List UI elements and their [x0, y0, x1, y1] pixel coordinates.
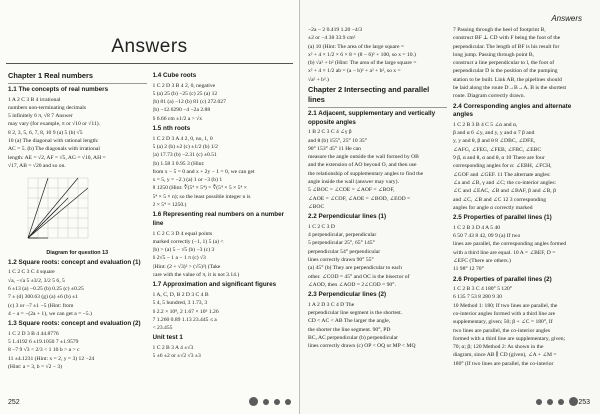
answer-line: 8 1250 (Hint: ∜(5⁴ × 5⁴) = ∜(5⁴ × 5 × 5⁴ × [152, 185, 247, 192]
answer-line: be laid along the route D→B→A. B is the shortest [453, 85, 567, 92]
dot-icon [249, 397, 258, 406]
answer-line: from x − 5 = 0 and x + 2y − 1 = 0, we can get [152, 168, 255, 175]
answer-line: 11 98° 12 70° [453, 266, 484, 273]
answer-line: 5 (a) 25 (b) −25 (c) 25 (a) 12 [152, 90, 218, 97]
answer-line: lines are parallel, the corresponding angles formed [453, 241, 567, 248]
left-column-2 [153, 70, 292, 390]
answer-line: y, y and θ, β and θ 8 ∠DBC, ∠DFE, [453, 138, 536, 145]
answer-line: the relationship of supplementary angles to find the [308, 170, 424, 177]
left-columns [8, 70, 291, 390]
section-heading: 2.5 Properties of parallel lines (1) [453, 214, 552, 222]
chapter-heading [8, 71, 147, 81]
answer-line: 7 ± (d) 300.63 (g) (a) ±6 (b) ±1 [8, 294, 78, 301]
answer-line: x² + 4 × 1/2 × 6 × 8 = (8 − 6)² + 100, so x = 10.) [308, 51, 416, 58]
answer-line: 8 2, 3, 5, 6, 7, 8, 10 9 (a) 5 (b) √5 [8, 129, 83, 136]
answer-line: ∠AFG, ∠FEG, ∠FEB, ∠FBC, ∠EBC [453, 146, 542, 153]
section-heading: 2.3 Perpendicular lines (2) [308, 291, 387, 299]
answer-line: (b) > (a) 5 − √5 (b) −3 (c) 3 [152, 247, 215, 254]
answer-line: 8 −7 9 √3 < 2/3 < 1 10 b > a > c [8, 347, 80, 354]
dot-icon [536, 399, 542, 405]
answer-line: measure the angle outside the wall formed by OB [308, 154, 419, 161]
answer-line: 6 2.2 × 10⁸, 2 1.67 × 10⁵ 1.26 [152, 308, 219, 315]
section-heading: 2.4 Corresponding angles and alternate angles [453, 102, 572, 119]
decorative-dots [536, 397, 578, 406]
answer-line: 1 C 2 C 3 D 4 equal points [152, 230, 213, 237]
answer-line: 4 − a = −(2a + 1), we can get a = −5.) [8, 310, 92, 317]
answer-line: 7 1.260 0.89 1.13 23.445 ≤ a [152, 316, 217, 323]
answer-line: 6 ±13 (a) −0.25 (b) 0.25 (c) ±0.25 [8, 286, 84, 293]
answer-line: (b) 81 (a) −12 (b) 81 (c) 272.027 [152, 99, 226, 106]
answer-line: 5 (a) 2 (b) ±2 (c) ±1/2 (b) 1/2 [152, 143, 218, 150]
answer-line: ∠EFC (There are others.) [453, 257, 511, 264]
answer-line: 5 ±6 ±2 or ±√2 √3 ±3 [152, 353, 201, 360]
chapter-title: Chapter 2 Intersecting and parallel lines [308, 85, 430, 105]
answer-line: length: AE = √2, AF = √5, AG = √10, AH = [8, 154, 106, 161]
right-column-2 [453, 26, 592, 390]
answer-line: 10 (a) The diagonal with rational length: [8, 138, 99, 145]
section-rule [308, 107, 447, 108]
answer-line: 1 C 2 B 3 A 4 ±√3 [152, 344, 194, 351]
answer-line: construct BF ⊥ CD with F being the foot of the [453, 35, 561, 42]
section-heading: 2.1 Adjacent, supplementary and vertically opposite angles [308, 110, 436, 126]
answer-line: perpendicular line segment is the shortest. [308, 310, 403, 317]
answer-line: 4 perpendicular, perpendicular [308, 232, 377, 239]
answer-line: with a third line are equal. 10 A = ∠BEF, D = [453, 249, 556, 256]
answer-line: 6 2√5 − 1 a − 1 π (c) √3 [152, 255, 206, 262]
answer-line: 10 Method 1: 180; If two lines are parallel, the [453, 302, 558, 309]
section-heading: 1.3 Square roots: concept and evaluation (2) [8, 320, 141, 328]
page-title: Answers [111, 36, 188, 57]
dot-icon [558, 399, 564, 405]
answer-line: ±2 or −4 38 33.9 cm² [308, 35, 356, 42]
answer-line: 1 C 2 D 3 B 4 44.8776 [8, 330, 59, 337]
question-13-diagram [22, 172, 100, 244]
section-heading: 1.1 The concepts of real numbers [8, 86, 109, 93]
answer-line: β and α 6 ∠y, and y, y and α 7 β and [453, 130, 535, 137]
answer-line: perpendicular D is the position of the pumping [453, 68, 558, 75]
right-page [300, 0, 600, 414]
answer-line: the shorter the line segment. 90°, PD [308, 326, 391, 333]
answer-line: 1 C 2 B 3 D 4 A 5 40 [453, 224, 501, 231]
answer-line: lines correctly drawn 90° 55° [308, 257, 374, 264]
section-heading: 1.6 Representing real numbers on a number line [152, 211, 285, 227]
diagonal-line [28, 208, 58, 238]
answer-line: two lines are parallel, the co-interior angles [453, 327, 551, 334]
answer-line: 5⁴ × 5 × n); so the least possible integer n is [152, 193, 251, 200]
figure-caption: Diagram for question 13 [46, 249, 109, 256]
answer-line: marked correctly (−1, 1) 5 (a) < [152, 238, 224, 245]
answer-line: 1 A 2 D 3 C 4 D The [308, 301, 355, 308]
section-rule [8, 83, 147, 84]
answer-line: ∠a and ∠B, γ and ∠C; the co-interior angles: [453, 179, 557, 186]
answer-line: 9 β, α and θ, α and θ, α 10 There are four [453, 155, 545, 162]
dot-icon [263, 399, 269, 405]
answer-line: 5 perpendicular 25°, 65° 145° [308, 240, 375, 247]
answer-line: √a, −√a 5 ±3/2, 3/2 5 6, 5 [8, 277, 65, 284]
answer-line: 5 4, 5 hundred, 3 1.73, 3 [152, 300, 208, 307]
answer-line: other. ∠COD = 45° and OC is the bisector of [308, 273, 410, 280]
left-column-1 [8, 70, 147, 390]
answer-line: diagram, since AB ∥ CD (given), ∠A + ∠M = [453, 352, 557, 359]
answer-line: construct a line perpendicular to l, the foot of [453, 60, 555, 67]
answer-line: 6 135 7 53 8 280 9 30 [453, 294, 502, 301]
title-rule [6, 63, 293, 64]
answer-line: numbers non-terminating decimals [8, 104, 86, 111]
answer-line: 1 C 2 C 3 C 4 square [8, 269, 55, 276]
answer-line: 5 ∠BOC = ∠COE = ∠AOF = ∠BOF, [308, 187, 395, 194]
answer-line: supplementary, given; 50; β + ∠C = 180°, If [453, 319, 553, 326]
answer-line: may vary (for example, π or √10 or √11). [8, 121, 101, 128]
answer-line: lines correctly drawn (c) OP < OQ or MP < MQ [308, 343, 416, 350]
answer-line: station to be built. Link AB, the pipelines should [453, 76, 562, 83]
answer-line: perpendicular 54° perpendicular [308, 248, 381, 255]
answer-line: 70; α; β; 120 Method 2: As shown in the [453, 344, 544, 351]
answer-line: and θ (b) 155°, 25° 10 35° [308, 137, 367, 144]
answer-line: 1 C 2 D 3 B 4 2, 0, negative [152, 82, 216, 89]
section-heading: 1.5 nth roots [152, 125, 191, 133]
decorative-dots [249, 397, 291, 406]
answer-line: 6 50 7 43 8 42, 09 9 (a) If two [453, 233, 521, 240]
answer-line: ∠GOF and ∠GEF. 11 The alternate angles: [453, 171, 551, 178]
answer-line: 5 1.4192 6 ±19.1050 7 ±1.9579 [8, 339, 79, 346]
answer-line: 1 C 2 C 3 D [308, 223, 335, 230]
right-column-1 [308, 26, 447, 390]
section-heading: 2.6 Properties of parallel lines (2) [453, 275, 552, 283]
answer-line: and ∠C, ∠B and ∠C 12 3 corresponding [453, 196, 546, 203]
answer-line: (b) √a² + b² (Hint: The area of the large square = [308, 60, 417, 67]
running-head: Answers [551, 14, 582, 23]
answer-line: (a) 45° (b) They are perpendicular to each [308, 265, 402, 272]
section-heading: 1.4 Cube roots [152, 72, 197, 79]
dot-icon [547, 399, 553, 405]
dot-icon [569, 397, 578, 406]
answer-line: co-interior angles formed with a third line are [453, 310, 556, 317]
answer-line: and the extension of AO beyond O, and then use [308, 162, 417, 169]
answer-line: 1 C 2 D 3 A 4 2, 0, no, 1, 0 [152, 135, 213, 142]
answer-line: ∠AOE = ∠COF, ∠AOE = ∠BOD, ∠EOD = [308, 195, 411, 202]
answer-line: < 23.455 [152, 325, 173, 332]
answer-line: formed with a third line are supplementary, given; [453, 335, 566, 342]
chapter-title: Chapter 1 Real numbers [8, 71, 94, 80]
answer-line: −2a − 2 0.419 1.20 −4/3 [308, 27, 363, 33]
section-heading: 1.2 Square roots: concept and evaluation (1) [8, 258, 141, 266]
section-heading: Unit test 1 [152, 334, 183, 342]
answer-line: route. Diagram correctly drawn. [453, 93, 525, 100]
answer-line: corresponding angles for α: ∠EBH, ∠FCH, [453, 163, 552, 170]
answer-line: √17, AB = √20 and so on. [8, 162, 66, 169]
answer-line: angle inside the wall (answer may vary). [308, 179, 399, 186]
answer-line: 1 A, C, D, B 2 D 3 C 4 B [152, 291, 209, 298]
answer-line: (Hint: (2 + √3)² > (√5)²) (Take [152, 263, 221, 270]
answer-line: care with the value of π, it is not 3.14.) [152, 272, 240, 279]
answer-line: ∠C and ∠EAC, ∠B and ∠BAF, β and ∠B, β [453, 188, 556, 195]
answer-line: (b) 1.58 3 0.95 3 (Hint: [152, 160, 205, 167]
answer-line: (b) −12.6290 −4 −2a 2.88 [152, 107, 211, 114]
answer-line: ∠AOD, then ∠AOD = 2∠COD = 90°. [308, 281, 396, 288]
answer-line: 90° 153° 45° 11 He can [308, 145, 361, 152]
answer-line: 1 A 2 C 3 B 4 irrational [8, 96, 61, 103]
right-columns [308, 26, 592, 390]
answer-line: 5 infinitely 6 π, √8 7 Answer [8, 113, 73, 120]
answer-line: 7 Passing through the heel of footprint B, [453, 27, 546, 33]
answer-line: 180° (If two lines are parallel, the co-interior [453, 360, 554, 367]
answer-line: (c) 3 or −7 ±1 −5 (Hint: from [8, 302, 74, 309]
chapter-heading [308, 85, 447, 105]
answer-line: 6 6.66 cm ±1/2 a > √x [152, 115, 203, 122]
answer-line: 11 ±4.1231 (Hint: x = 2, y = 3) 12 −24 [8, 355, 95, 362]
page-number: 252 [8, 399, 20, 406]
section-heading: 1.7 Approximation and significant figures [152, 281, 277, 289]
answer-line: 1 B 2 C 3 C 4 ∠γ β [308, 129, 352, 136]
answer-line: x² + 4 × 1/2 ab = (a − b)² + a² + b², so x = [308, 68, 401, 75]
answer-line: 1 C 2 B 3 B 4 C 5 ∠α and α, [453, 121, 518, 128]
answer-line: CD < AC < AB The larger the angle, [308, 318, 391, 325]
answer-line: angles for angle α correctly marked [453, 204, 533, 211]
dot-icon [274, 399, 280, 405]
answer-line: BC, AC perpendicular (b) perpendicular [308, 334, 398, 341]
answer-line: perpendicular. The length of BF is his result for [453, 43, 560, 50]
answer-line: x = 5, y = −2.) (a) 1 or −3 (b) 1 [152, 177, 223, 184]
answer-line: ∠BOC [308, 203, 325, 210]
answer-line: (Hint: a = 3, b = √2 − 3) [8, 364, 63, 371]
answer-line: (a) 10 (Hint: The area of the large square = [308, 43, 404, 50]
section-heading: 2.2 Perpendicular lines (1) [308, 213, 387, 221]
answer-line: long jump. Passing through point B, [453, 51, 534, 58]
answer-line: 2 × 5⁴ = 1250.) [152, 202, 187, 209]
answer-line: AC = 5. (b) The diagonals with irrational [8, 146, 100, 153]
answer-line: (a) 17.73 (b) −2.31 (c) ±0.51 [152, 152, 217, 159]
dot-icon [285, 399, 291, 405]
answer-line: 1 C 2 B 3 C 4 180° 5 120° [453, 286, 513, 293]
page-number: 253 [578, 399, 590, 406]
answer-line: √a² + b².) [308, 76, 329, 83]
